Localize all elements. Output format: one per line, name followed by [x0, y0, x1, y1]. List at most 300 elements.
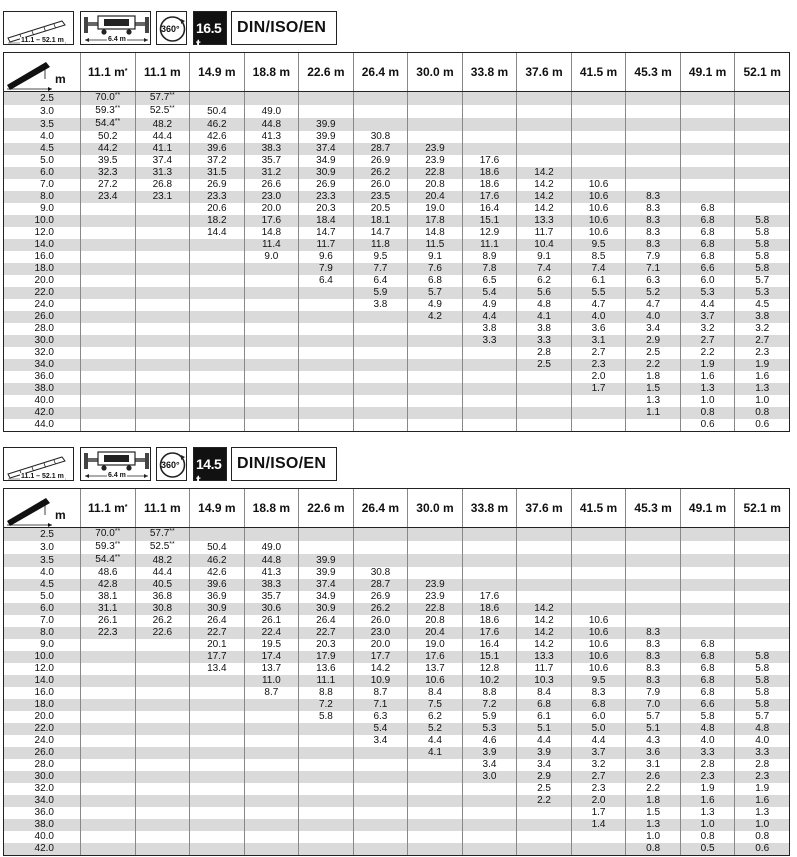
- capacity-cell: [462, 395, 517, 407]
- capacity-cell: 0.8: [680, 407, 735, 419]
- radius-cell: 26.0: [4, 311, 81, 323]
- capacity-cell: 23.0: [244, 191, 299, 203]
- capacity-cell: [299, 528, 354, 542]
- capacity-cell: [299, 92, 354, 106]
- capacity-cell: 31.5: [190, 167, 245, 179]
- capacity-cell: [299, 819, 354, 831]
- capacity-cell: 4.4: [571, 735, 626, 747]
- capacity-cell: 8.3: [626, 215, 681, 227]
- capacity-cell: 1.9: [735, 783, 790, 795]
- radius-cell: 4.5: [4, 143, 81, 155]
- capacity-cell: 8.4: [408, 687, 463, 699]
- capacity-cell: 26.9: [190, 179, 245, 191]
- capacity-cell: 23.9: [408, 591, 463, 603]
- capacity-cell: [190, 395, 245, 407]
- capacity-cell: [353, 831, 408, 843]
- boom-length-header: 18.8 m: [244, 489, 299, 528]
- radius-cell: 5.0: [4, 591, 81, 603]
- capacity-cell: [135, 819, 190, 831]
- capacity-cell: 14.2: [517, 615, 572, 627]
- capacity-cell: 10.6: [571, 227, 626, 239]
- capacity-cell: 18.6: [462, 179, 517, 191]
- capacity-cell: 37.4: [299, 143, 354, 155]
- capacity-cell: 1.1: [626, 407, 681, 419]
- capacity-cell: 1.8: [626, 371, 681, 383]
- capacity-cell: 38.3: [244, 143, 299, 155]
- capacity-cell: 18.4: [299, 215, 354, 227]
- footnote-mark: **: [169, 92, 175, 99]
- radius-cell: 3.0: [4, 105, 81, 118]
- capacity-cell: 70.0**: [81, 92, 136, 106]
- table-row: [4, 783, 790, 795]
- capacity-cell: [462, 419, 517, 432]
- table-row: [4, 795, 790, 807]
- capacity-cell: 10.6: [571, 663, 626, 675]
- capacity-cell: 19.5: [244, 639, 299, 651]
- capacity-cell: [244, 287, 299, 299]
- capacity-cell: 4.4: [408, 735, 463, 747]
- capacity-cell: [135, 323, 190, 335]
- capacity-cell: [571, 395, 626, 407]
- capacity-cell: 5.5: [571, 287, 626, 299]
- capacity-cell: [190, 795, 245, 807]
- capacity-cell: 7.0: [626, 699, 681, 711]
- capacity-cell: 7.4: [517, 263, 572, 275]
- boom-length-header: 41.5 m: [571, 489, 626, 528]
- boom-length-header: 52.1 m: [735, 53, 790, 92]
- capacity-cell: 2.5: [517, 359, 572, 371]
- capacity-cell: 9.1: [408, 251, 463, 263]
- capacity-cell: 22.8: [408, 603, 463, 615]
- footnote-mark: **: [169, 528, 175, 535]
- capacity-cell: [517, 541, 572, 554]
- capacity-cell: 4.8: [680, 723, 735, 735]
- capacity-cell: [135, 699, 190, 711]
- capacity-cell: 6.8: [680, 215, 735, 227]
- config-header: [3, 445, 790, 488]
- capacity-cell: [680, 591, 735, 603]
- capacity-cell: 10.6: [571, 203, 626, 215]
- capacity-cell: [244, 263, 299, 275]
- capacity-cell: 9.0: [244, 251, 299, 263]
- radius-cell: 10.0: [4, 651, 81, 663]
- capacity-cell: 2.3: [735, 771, 790, 783]
- capacity-cell: [244, 843, 299, 856]
- capacity-cell: [680, 627, 735, 639]
- radius-cell: 2.5: [4, 92, 81, 106]
- capacity-cell: [353, 759, 408, 771]
- capacity-cell: [571, 143, 626, 155]
- radius-cell: 10.0: [4, 215, 81, 227]
- capacity-cell: [299, 347, 354, 359]
- capacity-cell: 17.6: [244, 215, 299, 227]
- capacity-cell: [626, 143, 681, 155]
- capacity-cell: 10.6: [571, 215, 626, 227]
- capacity-cell: 8.8: [462, 687, 517, 699]
- footnote-mark: **: [169, 105, 175, 112]
- capacity-cell: [571, 92, 626, 106]
- capacity-cell: 0.8: [735, 831, 790, 843]
- capacity-cell: 5.4: [462, 287, 517, 299]
- capacity-cell: [135, 275, 190, 287]
- capacity-cell: [571, 554, 626, 567]
- capacity-cell: [190, 771, 245, 783]
- table-row: [4, 395, 790, 407]
- footnote-mark: **: [114, 528, 121, 535]
- capacity-cell: [680, 179, 735, 191]
- capacity-cell: 6.6: [680, 263, 735, 275]
- radius-cell: 42.0: [4, 407, 81, 419]
- capacity-cell: [680, 579, 735, 591]
- capacity-cell: 2.2: [517, 795, 572, 807]
- capacity-cell: [299, 747, 354, 759]
- capacity-cell: [190, 843, 245, 856]
- capacity-cell: [135, 371, 190, 383]
- capacity-cell: [81, 783, 136, 795]
- capacity-cell: [244, 371, 299, 383]
- capacity-cell: [353, 335, 408, 347]
- capacity-cell: [571, 155, 626, 167]
- capacity-cell: 3.2: [571, 759, 626, 771]
- radius-cell: 16.0: [4, 687, 81, 699]
- capacity-cell: 26.9: [353, 155, 408, 167]
- radius-cell: 44.0: [4, 419, 81, 432]
- capacity-cell: [735, 143, 790, 155]
- radius-cell: 2.5: [4, 528, 81, 542]
- capacity-cell: [462, 541, 517, 554]
- capacity-cell: 20.4: [408, 627, 463, 639]
- capacity-cell: [81, 287, 136, 299]
- capacity-cell: [735, 105, 790, 118]
- capacity-cell: [462, 807, 517, 819]
- capacity-cell: [353, 528, 408, 542]
- capacity-cell: [408, 323, 463, 335]
- radius-cell: 5.0: [4, 155, 81, 167]
- capacity-cell: [299, 383, 354, 395]
- capacity-cell: 6.8: [680, 239, 735, 251]
- capacity-cell: [462, 819, 517, 831]
- capacity-cell: [190, 359, 245, 371]
- capacity-cell: 59.3**: [81, 541, 136, 554]
- table-row: [4, 131, 790, 143]
- capacity-cell: [408, 567, 463, 579]
- capacity-cell: 10.2: [462, 675, 517, 687]
- capacity-cell: [517, 819, 572, 831]
- capacity-cell: 2.5: [626, 347, 681, 359]
- capacity-cell: [517, 579, 572, 591]
- capacity-cell: [462, 359, 517, 371]
- capacity-cell: 36.9: [190, 591, 245, 603]
- capacity-cell: 26.4: [190, 615, 245, 627]
- capacity-cell: [680, 541, 735, 554]
- capacity-cell: 4.1: [517, 311, 572, 323]
- capacity-cell: [517, 395, 572, 407]
- config-header: [3, 9, 790, 52]
- capacity-cell: 6.4: [353, 275, 408, 287]
- capacity-cell: 5.8: [735, 263, 790, 275]
- capacity-cell: [462, 347, 517, 359]
- capacity-cell: [244, 395, 299, 407]
- capacity-cell: 2.5: [517, 783, 572, 795]
- capacity-cell: [135, 299, 190, 311]
- table-row: [4, 118, 790, 131]
- capacity-cell: [299, 407, 354, 419]
- capacity-cell: 1.0: [680, 395, 735, 407]
- capacity-cell: 9.5: [353, 251, 408, 263]
- capacity-cell: [244, 807, 299, 819]
- capacity-cell: 11.8: [353, 239, 408, 251]
- table-row: [4, 215, 790, 227]
- capacity-cell: [299, 807, 354, 819]
- capacity-cell: [135, 735, 190, 747]
- capacity-cell: [244, 335, 299, 347]
- capacity-cell: 10.6: [571, 191, 626, 203]
- table-row: [4, 191, 790, 203]
- capacity-cell: 26.9: [299, 179, 354, 191]
- capacity-cell: 17.7: [353, 651, 408, 663]
- capacity-cell: [408, 783, 463, 795]
- capacity-cell: 5.3: [680, 287, 735, 299]
- boom-length-header: 14.9 m: [190, 53, 245, 92]
- capacity-cell: 41.1: [135, 143, 190, 155]
- capacity-cell: [244, 771, 299, 783]
- boom-length-header: 33.8 m: [462, 489, 517, 528]
- capacity-cell: 6.3: [353, 711, 408, 723]
- capacity-cell: [408, 92, 463, 106]
- boom-length-header: 11.1 m: [135, 53, 190, 92]
- capacity-cell: 5.7: [735, 275, 790, 287]
- boom-length-header: 37.6 m: [517, 489, 572, 528]
- table-row: [4, 843, 790, 856]
- capacity-cell: [81, 687, 136, 699]
- capacity-cell: [244, 711, 299, 723]
- capacity-cell: [190, 675, 245, 687]
- capacity-cell: 10.6: [408, 675, 463, 687]
- capacity-cell: 39.5: [81, 155, 136, 167]
- boom-length-header: 22.6 m: [299, 489, 354, 528]
- capacity-cell: [735, 591, 790, 603]
- capacity-cell: 8.3: [626, 651, 681, 663]
- capacity-cell: [680, 554, 735, 567]
- capacity-cell: [735, 118, 790, 131]
- capacity-cell: [190, 335, 245, 347]
- capacity-cell: 30.8: [353, 567, 408, 579]
- capacity-cell: [81, 227, 136, 239]
- capacity-cell: [408, 335, 463, 347]
- capacity-cell: [462, 371, 517, 383]
- capacity-cell: 20.4: [408, 191, 463, 203]
- capacity-cell: 5.2: [408, 723, 463, 735]
- capacity-cell: [299, 843, 354, 856]
- capacity-cell: 4.6: [462, 735, 517, 747]
- capacity-cell: [135, 227, 190, 239]
- capacity-cell: 13.7: [408, 663, 463, 675]
- capacity-cell: [244, 419, 299, 432]
- radius-cell: 7.0: [4, 179, 81, 191]
- table-row: [4, 359, 790, 371]
- capacity-cell: 9.5: [571, 239, 626, 251]
- capacity-cell: [571, 118, 626, 131]
- capacity-cell: 7.9: [626, 251, 681, 263]
- radius-cell: 6.0: [4, 603, 81, 615]
- table-row: [4, 771, 790, 783]
- capacity-cell: 11.1: [462, 239, 517, 251]
- capacity-cell: [408, 347, 463, 359]
- capacity-cell: [735, 131, 790, 143]
- capacity-cell: [299, 311, 354, 323]
- capacity-cell: 1.0: [735, 395, 790, 407]
- boom-length-header: 37.6 m: [517, 53, 572, 92]
- capacity-cell: 14.8: [244, 227, 299, 239]
- capacity-cell: [299, 795, 354, 807]
- capacity-cell: [135, 711, 190, 723]
- table-row: [4, 167, 790, 179]
- capacity-cell: 9.5: [571, 675, 626, 687]
- capacity-cell: 48.2: [135, 554, 190, 567]
- capacity-cell: [81, 395, 136, 407]
- capacity-cell: 6.8: [680, 251, 735, 263]
- capacity-cell: [735, 541, 790, 554]
- capacity-cell: [517, 567, 572, 579]
- capacity-cell: 3.6: [571, 323, 626, 335]
- capacity-cell: 17.4: [244, 651, 299, 663]
- capacity-cell: [190, 711, 245, 723]
- capacity-cell: 6.8: [680, 687, 735, 699]
- radius-cell: 18.0: [4, 263, 81, 275]
- capacity-cell: 5.9: [353, 287, 408, 299]
- capacity-cell: [462, 118, 517, 131]
- table-row: [4, 603, 790, 615]
- capacity-cell: 6.8: [680, 663, 735, 675]
- capacity-cell: 7.7: [353, 263, 408, 275]
- capacity-cell: 20.3: [299, 203, 354, 215]
- capacity-cell: 19.0: [408, 203, 463, 215]
- capacity-cell: 54.4**: [81, 118, 136, 131]
- capacity-cell: 6.2: [408, 711, 463, 723]
- capacity-cell: 2.6: [626, 771, 681, 783]
- norm-box: [231, 447, 337, 481]
- capacity-cell: [244, 275, 299, 287]
- capacity-cell: 4.3: [626, 735, 681, 747]
- boom-length-header: 14.9 m: [190, 489, 245, 528]
- capacity-cell: 38.3: [244, 579, 299, 591]
- capacity-cell: [81, 747, 136, 759]
- table-row: [4, 311, 790, 323]
- capacity-cell: 20.0: [244, 203, 299, 215]
- capacity-cell: 4.4: [462, 311, 517, 323]
- capacity-cell: 10.6: [571, 179, 626, 191]
- capacity-cell: 3.8: [353, 299, 408, 311]
- capacity-cell: 2.3: [680, 771, 735, 783]
- capacity-cell: 8.3: [626, 191, 681, 203]
- radius-cell: 32.0: [4, 783, 81, 795]
- capacity-cell: 4.9: [462, 299, 517, 311]
- capacity-cell: [299, 287, 354, 299]
- capacity-cell: 7.9: [626, 687, 681, 699]
- capacity-cell: 23.0: [353, 627, 408, 639]
- capacity-cell: [680, 567, 735, 579]
- capacity-cell: [408, 407, 463, 419]
- capacity-cell: [680, 118, 735, 131]
- capacity-cell: 14.2: [517, 203, 572, 215]
- capacity-cell: [244, 723, 299, 735]
- capacity-cell: [626, 131, 681, 143]
- boom-range-label: 11.1 – 52.1 m: [21, 37, 64, 44]
- capacity-cell: 2.2: [626, 359, 681, 371]
- boom-length-header: 41.5 m: [571, 53, 626, 92]
- capacity-cell: 8.8: [299, 687, 354, 699]
- load-chart-section-1: [3, 9, 790, 430]
- capacity-cell: 5.3: [735, 287, 790, 299]
- capacity-cell: 41.3: [244, 131, 299, 143]
- footnote-mark: **: [114, 541, 121, 548]
- capacity-cell: 23.3: [190, 191, 245, 203]
- capacity-cell: [299, 299, 354, 311]
- capacity-cell: [626, 591, 681, 603]
- radius-cell: 8.0: [4, 627, 81, 639]
- capacity-cell: [626, 167, 681, 179]
- capacity-cell: 8.3: [626, 675, 681, 687]
- capacity-cell: [408, 371, 463, 383]
- capacity-cell: 10.6: [571, 639, 626, 651]
- capacity-cell: [190, 807, 245, 819]
- capacity-cell: 3.2: [735, 323, 790, 335]
- capacity-cell: [190, 407, 245, 419]
- capacity-cell: 44.8: [244, 118, 299, 131]
- capacity-cell: [462, 579, 517, 591]
- capacity-cell: [81, 831, 136, 843]
- capacity-cell: 6.8: [571, 699, 626, 711]
- radius-cell: 40.0: [4, 395, 81, 407]
- table-row: [4, 807, 790, 819]
- capacity-cell: 16.4: [462, 203, 517, 215]
- capacity-cell: [626, 603, 681, 615]
- capacity-cell: [735, 567, 790, 579]
- capacity-cell: 10.6: [571, 615, 626, 627]
- capacity-cell: [135, 287, 190, 299]
- capacity-cell: 39.6: [190, 143, 245, 155]
- capacity-cell: 14.8: [408, 227, 463, 239]
- rotation-label: 360°: [161, 24, 180, 34]
- capacity-cell: 52.5**: [135, 105, 190, 118]
- boom-length-header: 26.4 m: [353, 489, 408, 528]
- capacity-cell: [299, 371, 354, 383]
- capacity-cell: [244, 359, 299, 371]
- capacity-cell: 0.6: [680, 419, 735, 432]
- table-row: [4, 639, 790, 651]
- capacity-cell: 7.1: [626, 263, 681, 275]
- capacity-cell: 23.4: [81, 191, 136, 203]
- corner-cell: [4, 489, 81, 528]
- capacity-cell: [571, 603, 626, 615]
- capacity-cell: 5.3: [462, 723, 517, 735]
- capacity-cell: [81, 203, 136, 215]
- capacity-cell: [353, 105, 408, 118]
- capacity-cell: 8.4: [517, 687, 572, 699]
- radius-cell: 38.0: [4, 819, 81, 831]
- capacity-cell: 1.3: [735, 807, 790, 819]
- capacity-cell: 8.3: [626, 639, 681, 651]
- capacity-cell: [626, 615, 681, 627]
- capacity-cell: [353, 541, 408, 554]
- capacity-cell: 2.0: [571, 371, 626, 383]
- capacity-cell: 48.2: [135, 118, 190, 131]
- capacity-cell: 6.1: [517, 711, 572, 723]
- capacity-cell: [517, 118, 572, 131]
- capacity-cell: [462, 795, 517, 807]
- capacity-cell: 8.3: [626, 203, 681, 215]
- capacity-cell: 31.2: [244, 167, 299, 179]
